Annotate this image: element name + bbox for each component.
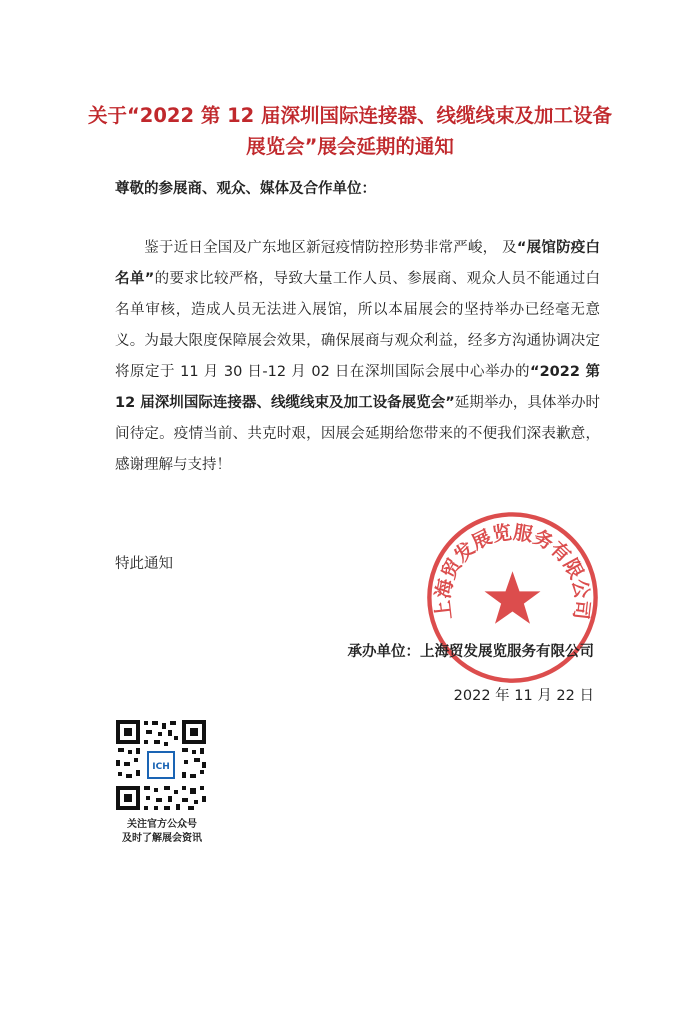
salutation: 尊敬的参展商、观众、媒体及合作单位： (115, 181, 376, 197)
seal-star-icon (485, 571, 541, 624)
title-line-1: 关于“2022 第 12 届深圳国际连接器、线缆线束及加工设备 (87, 104, 613, 127)
seal-text: 上海贸发展览服务有限公司 (430, 520, 595, 621)
notice-date: 2022 年 11 月 22 日 (453, 688, 594, 704)
body-bold-whitelist: “展馆防疫白名单” (115, 240, 601, 287)
qr-caption-line-2: 及时了解展会资讯 (122, 833, 202, 844)
body-bold-exhibition-name: “2022 第 12 届深圳国际连接器、线缆线束及加工设备展览会” (115, 364, 600, 411)
notice-title (40, 100, 660, 162)
qr-logo-text: ICH (152, 762, 170, 772)
qr-code (114, 718, 208, 812)
qr-caption-line-1: 关注官方公众号 (127, 819, 197, 830)
qr-caption (106, 818, 218, 846)
closing-text: 特此通知 (115, 556, 173, 572)
body-text-2: 的要求比较严格，导致大量工作人员、参展商、观众人员不能通过白名单审核，造成人员无法进入展馆，所以本届展会的坚持举办已经毫无意义。为最大限度保障展会效果，确保展商与观众利益，经多方沟通协调决定将原定于 11 月 30 日-12 月 02 日在深圳国际会展中心举办的 (115, 271, 600, 380)
body-text-1: 鉴于近日全国及广东地区新冠疫情防控形势非常严峻， 及 (144, 240, 517, 256)
notice-body (115, 233, 600, 481)
body-text-3: 延期举办，具体举办时间待定。疫情当前、共克时艰，因展会延期给您带来的不便我们深表歉意，感谢理解与支持！ (115, 395, 600, 473)
organizer: 承办单位：上海贸发展览服务有限公司 (347, 644, 594, 660)
title-line-2: 展览会”展会延期的通知 (246, 135, 454, 158)
